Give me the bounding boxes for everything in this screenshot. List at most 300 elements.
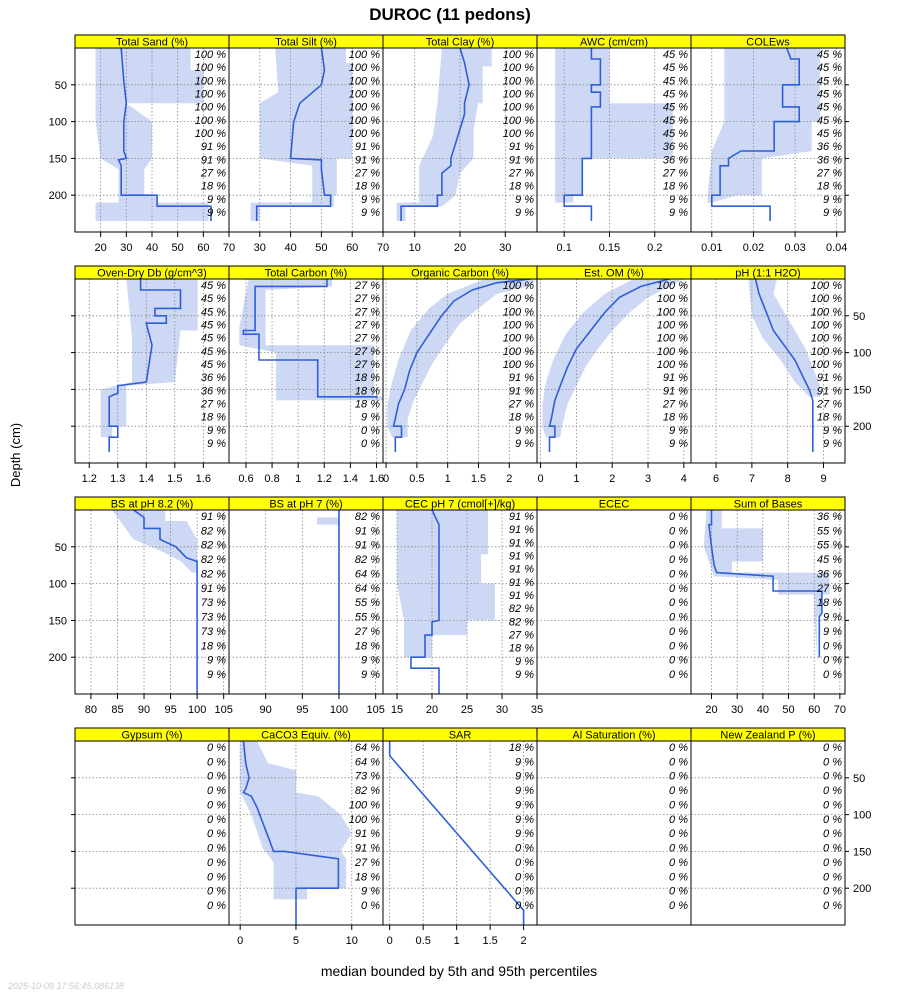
panel-title: Organic Carbon (%)	[411, 267, 509, 280]
percent-label: 0 %	[823, 871, 842, 884]
percent-label: 0 %	[207, 756, 226, 769]
percent-label: 100 %	[348, 813, 380, 826]
x-tick-label: 95	[164, 704, 177, 716]
x-tick-label: 0.15	[598, 242, 621, 254]
x-tick-label: 70	[833, 704, 846, 716]
percent-label: 18 %	[200, 411, 226, 424]
percent-label: 9 %	[361, 193, 380, 206]
percent-label: 82 %	[508, 616, 534, 629]
percent-label: 18 %	[816, 597, 842, 610]
x-tick-label: 6	[713, 473, 720, 485]
percent-label: 100 %	[194, 88, 226, 101]
percent-label: 100 %	[502, 332, 534, 345]
y-tick-label: 50	[853, 310, 866, 323]
y-tick-label: 200	[853, 421, 872, 434]
x-tick-label: 35	[530, 704, 544, 716]
y-tick-label: 50	[853, 772, 866, 785]
percent-label: 45 %	[816, 75, 842, 88]
percent-label: 9 %	[207, 669, 226, 681]
percent-label: 0 %	[669, 742, 688, 754]
x-tick-label: 1.6	[368, 473, 385, 485]
percent-label: 91 %	[508, 576, 534, 589]
y-tick-label: 100	[853, 347, 872, 360]
percent-label: 27 %	[354, 167, 380, 180]
percent-label: 100 %	[348, 75, 380, 88]
percent-label: 9 %	[669, 207, 688, 219]
panel-title: New Zealand P (%)	[720, 729, 816, 742]
percent-label: 91 %	[354, 539, 380, 552]
percent-label: 0 %	[669, 770, 688, 783]
percent-label: 18 %	[354, 372, 380, 385]
panel-title: COLEws	[746, 36, 790, 49]
x-tick-label: 9	[820, 473, 827, 485]
percent-label: 0 %	[207, 799, 226, 812]
percent-label: 36 %	[816, 511, 842, 523]
panel-title: Est. OM (%)	[584, 267, 644, 280]
percent-label: 45 %	[816, 88, 842, 101]
percent-label: 0 %	[207, 785, 226, 798]
percent-label: 91 %	[508, 511, 534, 523]
percent-label: 100 %	[348, 799, 380, 812]
panel-frame	[691, 741, 845, 925]
percent-label: 0 %	[515, 871, 534, 884]
percent-label: 0 %	[669, 900, 688, 912]
percent-label: 100 %	[348, 114, 380, 127]
percent-label: 0 %	[823, 640, 842, 653]
x-tick-label: 100	[329, 704, 349, 716]
percent-label: 45 %	[662, 101, 688, 114]
percent-label: 82 %	[354, 785, 380, 798]
percent-label: 0 %	[823, 756, 842, 769]
percent-label: 100 %	[502, 62, 534, 75]
x-tick-label: 4	[680, 473, 687, 485]
x-tick-label: 1	[453, 935, 460, 947]
percent-label: 45 %	[816, 62, 842, 75]
percent-label: 82 %	[200, 554, 226, 567]
percent-label: 0 %	[823, 669, 842, 681]
panel-title: SAR	[448, 729, 472, 742]
percent-label: 0 %	[669, 785, 688, 798]
percent-label: 18 %	[816, 180, 842, 193]
percent-label: 0 %	[207, 828, 226, 841]
percent-label: 0 %	[669, 568, 688, 581]
percent-label: 36 %	[662, 154, 688, 167]
percent-label: 82 %	[508, 603, 534, 616]
percent-label: 100 %	[194, 128, 226, 140]
percent-label: 0 %	[515, 900, 534, 912]
percent-label: 9 %	[361, 654, 380, 667]
x-tick-label: 40	[756, 704, 769, 716]
percent-label: 100 %	[348, 62, 380, 75]
percent-label: 9 %	[207, 193, 226, 206]
percent-label: 9 %	[515, 438, 534, 450]
percent-label: 18 %	[508, 411, 534, 424]
percentile-band	[555, 48, 673, 203]
panel-title: Sum of Bases	[733, 498, 803, 511]
x-tick-label: 15	[390, 704, 404, 716]
percent-label: 0 %	[515, 885, 534, 898]
percentile-band	[397, 48, 492, 221]
percent-label: 27 %	[662, 167, 688, 180]
percent-label: 100 %	[502, 319, 534, 332]
percent-label: 0 %	[823, 885, 842, 898]
x-tick-label: 0	[386, 935, 393, 947]
percent-label: 100 %	[194, 75, 226, 88]
percent-label: 100 %	[810, 359, 842, 371]
percent-label: 91 %	[508, 524, 534, 537]
percentile-band	[317, 517, 339, 524]
x-tick-label: 1.4	[138, 473, 154, 485]
percent-label: 100 %	[810, 293, 842, 306]
x-tick-label: 10	[345, 935, 358, 947]
x-tick-label: 95	[296, 704, 309, 716]
percent-label: 18 %	[662, 411, 688, 424]
panel-title: CEC pH 7 (cmol[+]/kg)	[404, 498, 516, 511]
percent-label: 82 %	[200, 539, 226, 552]
x-axis-caption: median bounded by 5th and 95th percentiles	[320, 963, 598, 979]
percent-label: 45 %	[200, 293, 226, 306]
x-tick-label: 0.02	[742, 242, 765, 254]
percent-label: 9 %	[515, 669, 534, 681]
x-tick-label: 50	[315, 242, 328, 254]
percent-label: 27 %	[662, 398, 688, 411]
x-tick-label: 30	[499, 242, 512, 254]
percent-label: 100 %	[194, 101, 226, 114]
percent-label: 91 %	[508, 563, 534, 576]
percent-label: 45 %	[662, 128, 688, 140]
percent-label: 91 %	[354, 842, 380, 855]
percent-label: 91 %	[816, 372, 842, 385]
x-tick-label: 1.2	[316, 473, 332, 485]
x-tick-label: 30	[253, 242, 266, 254]
percent-label: 9 %	[515, 813, 534, 826]
percent-label: 45 %	[662, 114, 688, 127]
y-tick-label: 200	[48, 652, 67, 665]
percent-label: 9 %	[361, 207, 380, 219]
percent-label: 0 %	[823, 856, 842, 869]
percent-label: 100 %	[656, 280, 688, 292]
percent-label: 27 %	[200, 398, 226, 411]
x-tick-label: 30	[731, 704, 744, 716]
percent-label: 0 %	[823, 654, 842, 667]
percent-label: 0 %	[823, 842, 842, 855]
percent-label: 45 %	[816, 49, 842, 61]
x-tick-label: 1	[295, 473, 302, 485]
percent-label: 18 %	[200, 180, 226, 193]
x-tick-label: 1	[573, 473, 580, 485]
panel-frame	[75, 741, 229, 925]
x-tick-label: 2	[520, 935, 527, 947]
percent-label: 91 %	[508, 141, 534, 154]
percent-label: 0 %	[823, 799, 842, 812]
percent-label: 0 %	[669, 842, 688, 855]
percent-label: 36 %	[200, 385, 226, 398]
y-tick-label: 100	[48, 116, 67, 129]
percent-label: 0 %	[669, 640, 688, 653]
percent-label: 45 %	[816, 128, 842, 140]
panel-title: pH (1:1 H2O)	[735, 267, 801, 280]
percent-label: 82 %	[354, 511, 380, 523]
percent-label: 45 %	[816, 554, 842, 567]
x-tick-label: 1.5	[470, 473, 487, 485]
x-tick-label: 90	[259, 704, 272, 716]
percent-label: 27 %	[200, 167, 226, 180]
percent-label: 0 %	[669, 539, 688, 552]
percent-label: 9 %	[515, 828, 534, 841]
percent-label: 36 %	[816, 141, 842, 154]
percent-label: 64 %	[354, 742, 380, 754]
percent-label: 91 %	[200, 582, 226, 595]
panel-title: ECEC	[598, 498, 630, 511]
percent-label: 0 %	[669, 885, 688, 898]
percent-label: 64 %	[354, 568, 380, 581]
percent-label: 18 %	[354, 398, 380, 411]
percent-label: 27 %	[354, 332, 380, 345]
percent-label: 0 %	[669, 554, 688, 567]
percent-label: 27 %	[508, 167, 534, 180]
x-tick-label: 2	[609, 473, 616, 485]
percent-label: 91 %	[200, 141, 226, 154]
percent-label: 45 %	[200, 345, 226, 358]
percent-label: 0 %	[823, 770, 842, 783]
y-tick-label: 150	[48, 153, 67, 166]
percent-label: 18 %	[354, 385, 380, 398]
percent-label: 18 %	[508, 180, 534, 193]
percent-label: 73 %	[200, 611, 226, 624]
percent-label: 82 %	[354, 554, 380, 567]
x-tick-label: 1	[444, 473, 451, 485]
x-tick-label: 30	[120, 242, 133, 254]
x-tick-label: 5	[292, 935, 300, 947]
percent-label: 0 %	[207, 770, 226, 783]
panel-title: Total Silt (%)	[275, 36, 337, 49]
y-tick-label: 50	[54, 79, 67, 92]
percent-label: 55 %	[354, 597, 380, 610]
x-tick-label: 20	[453, 242, 467, 254]
percent-label: 9 %	[515, 655, 534, 668]
y-tick-label: 100	[48, 578, 67, 591]
percent-label: 0 %	[207, 871, 226, 884]
percent-label: 9 %	[515, 756, 534, 769]
percent-label: 73 %	[354, 770, 380, 783]
x-tick-label: 0.6	[238, 473, 254, 485]
percent-label: 100 %	[502, 280, 534, 292]
percent-label: 73 %	[200, 625, 226, 638]
percent-label: 91 %	[508, 550, 534, 563]
panel-title: AWC (cm/cm)	[579, 36, 649, 49]
x-tick-label: 0	[383, 473, 390, 485]
percent-label: 82 %	[200, 568, 226, 581]
percent-label: 45 %	[200, 280, 226, 292]
percent-label: 18 %	[508, 742, 534, 754]
percent-label: 100 %	[502, 128, 534, 140]
percent-label: 0 %	[669, 856, 688, 869]
percent-label: 9 %	[823, 193, 842, 206]
percent-label: 100 %	[656, 332, 688, 345]
percent-label: 9 %	[823, 611, 842, 624]
percent-label: 0 %	[823, 828, 842, 841]
percent-label: 91 %	[354, 141, 380, 154]
percent-label: 45 %	[662, 75, 688, 88]
x-tick-label: 1.6	[195, 473, 211, 485]
x-tick-label: 0.8	[264, 473, 280, 485]
percent-label: 9 %	[515, 424, 534, 437]
percent-label: 0 %	[669, 756, 688, 769]
percent-label: 0 %	[207, 856, 226, 869]
percent-label: 9 %	[823, 424, 842, 437]
percent-label: 91 %	[508, 372, 534, 385]
x-tick-label: 1.2	[81, 473, 97, 485]
percent-label: 9 %	[515, 193, 534, 206]
y-tick-label: 200	[48, 190, 67, 203]
x-tick-label: 20	[94, 242, 107, 254]
percent-label: 100 %	[656, 359, 688, 371]
y-tick-label: 50	[54, 541, 67, 554]
x-tick-label: 0	[537, 473, 544, 485]
percentile-band	[112, 510, 197, 573]
percent-label: 45 %	[662, 62, 688, 75]
percent-label: 100 %	[502, 114, 534, 127]
percent-label: 73 %	[200, 597, 226, 610]
percent-label: 27 %	[354, 856, 380, 869]
x-tick-label: 70	[222, 242, 236, 254]
x-tick-label: 0.1	[556, 242, 572, 254]
percent-label: 18 %	[508, 642, 534, 655]
x-tick-label: 0.04	[825, 242, 848, 254]
percent-label: 9 %	[669, 438, 688, 450]
x-tick-label: 1.5	[167, 473, 183, 485]
percent-label: 27 %	[816, 167, 842, 180]
x-tick-label: 10	[408, 242, 421, 254]
percent-label: 9 %	[207, 207, 226, 219]
percent-label: 0 %	[669, 654, 688, 667]
percent-label: 0 %	[669, 597, 688, 610]
percent-label: 45 %	[816, 114, 842, 127]
percent-label: 100 %	[656, 293, 688, 306]
percent-label: 100 %	[656, 319, 688, 332]
x-tick-label: 40	[145, 242, 159, 254]
percent-label: 0 %	[669, 813, 688, 826]
x-tick-label: 100	[187, 704, 207, 716]
percent-label: 45 %	[816, 101, 842, 114]
percent-label: 27 %	[354, 625, 380, 638]
percent-label: 18 %	[200, 640, 226, 653]
percent-label: 100 %	[656, 345, 688, 358]
percent-label: 0 %	[361, 424, 380, 437]
percentile-band	[251, 48, 353, 221]
percent-label: 36 %	[816, 154, 842, 167]
percent-label: 100 %	[810, 280, 842, 292]
y-tick-label: 100	[853, 809, 872, 822]
percent-label: 45 %	[200, 332, 226, 345]
percent-label: 100 %	[810, 306, 842, 319]
percent-label: 0 %	[361, 900, 380, 912]
percent-label: 18 %	[662, 180, 688, 193]
chart-title: DUROC (11 pedons)	[369, 5, 531, 24]
y-tick-label: 200	[853, 883, 872, 896]
percent-label: 0 %	[361, 438, 380, 450]
percent-label: 0 %	[669, 511, 688, 523]
median-line	[390, 741, 524, 925]
percent-label: 27 %	[354, 359, 380, 371]
y-tick-label: 150	[853, 384, 872, 397]
percent-label: 27 %	[354, 345, 380, 358]
percent-label: 100 %	[194, 114, 226, 127]
percent-label: 27 %	[508, 629, 534, 642]
x-tick-label: 20	[705, 704, 718, 716]
percent-label: 100 %	[194, 49, 226, 61]
percent-label: 36 %	[816, 568, 842, 581]
x-tick-label: 2	[506, 473, 513, 485]
y-tick-label: 150	[853, 846, 872, 859]
percent-label: 100 %	[502, 75, 534, 88]
x-tick-label: 0.03	[784, 242, 806, 254]
percentile-band	[101, 279, 198, 437]
percent-label: 9 %	[515, 799, 534, 812]
panel-title: Total Carbon (%)	[264, 267, 348, 280]
percent-label: 9 %	[515, 785, 534, 798]
percent-label: 91 %	[508, 385, 534, 398]
x-tick-label: 105	[366, 704, 385, 716]
percent-label: 100 %	[656, 306, 688, 319]
percent-label: 100 %	[502, 359, 534, 371]
x-tick-label: 90	[137, 704, 151, 716]
percent-label: 9 %	[361, 411, 380, 424]
x-tick-label: 40	[284, 242, 297, 254]
x-tick-label: 105	[214, 704, 233, 716]
percent-label: 18 %	[354, 871, 380, 884]
percent-label: 27 %	[354, 293, 380, 306]
percent-label: 0 %	[823, 813, 842, 826]
x-tick-label: 1.5	[482, 935, 498, 947]
x-tick-label: 50	[782, 704, 795, 716]
percent-label: 9 %	[823, 438, 842, 450]
panel-title: Oven-Dry Db (g/cm^3)	[97, 267, 207, 280]
percent-label: 100 %	[502, 101, 534, 114]
percent-label: 0 %	[669, 799, 688, 812]
panel-title: Al Saturation (%)	[572, 729, 656, 742]
percent-label: 82 %	[200, 525, 226, 538]
percent-label: 27 %	[354, 280, 380, 292]
percent-label: 91 %	[662, 385, 688, 398]
percent-label: 9 %	[515, 207, 534, 219]
percent-label: 9 %	[207, 438, 226, 450]
percent-label: 100 %	[348, 88, 380, 101]
panel-title: Total Sand (%)	[115, 36, 189, 49]
x-tick-label: 70	[376, 242, 390, 254]
x-tick-label: 0.5	[415, 935, 431, 947]
percent-label: 100 %	[810, 332, 842, 345]
percent-label: 0 %	[823, 900, 842, 912]
percent-label: 100 %	[348, 49, 380, 61]
x-tick-label: 30	[495, 704, 509, 716]
panel-frame	[537, 510, 691, 694]
x-tick-label: 1.4	[342, 473, 359, 485]
x-tick-label: 20	[425, 704, 439, 716]
percent-label: 0 %	[669, 669, 688, 681]
panel-frame	[383, 741, 537, 925]
x-tick-label: 0.01	[701, 242, 723, 254]
percent-label: 27 %	[816, 398, 842, 411]
percent-label: 100 %	[502, 88, 534, 101]
percent-label: 9 %	[361, 669, 380, 681]
percent-label: 9 %	[207, 424, 226, 437]
x-tick-label: 25	[460, 704, 474, 716]
percent-label: 18 %	[354, 180, 380, 193]
panel-title: BS at pH 8.2 (%)	[110, 498, 194, 511]
percent-label: 55 %	[816, 539, 842, 552]
percentile-band	[708, 48, 820, 203]
